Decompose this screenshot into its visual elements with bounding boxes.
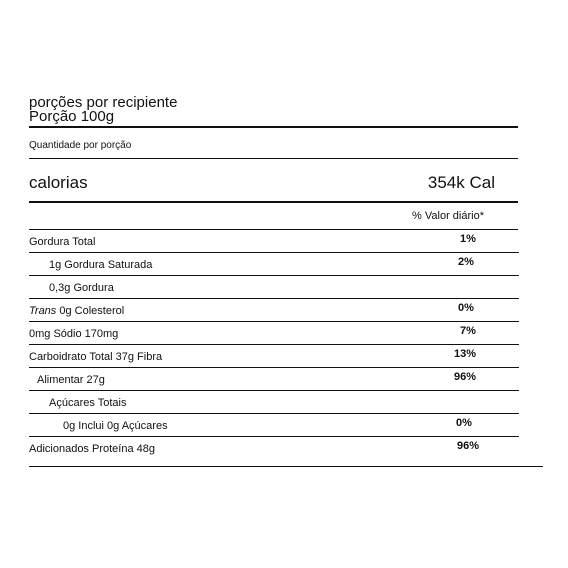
portion-size: Porção 100g: [29, 108, 115, 125]
calories-label: calorias: [29, 173, 88, 192]
nutrient-percent: 7%: [460, 325, 476, 337]
nutrition-label: [29, 96, 519, 459]
nutrient-percent: 13%: [454, 348, 477, 360]
nutrient-name: Carboidrato Total 37g Fibra: [29, 351, 163, 363]
servings-per-container: porções por recipiente: [29, 94, 178, 111]
nutrient-percent: 2%: [458, 256, 474, 268]
nutrient-row: [29, 368, 519, 391]
nutrient-percent: 0%: [458, 302, 474, 314]
nutrient-name: Alimentar 27g: [37, 374, 105, 386]
nutrient-row: [29, 230, 519, 253]
nutrient-row: [29, 276, 519, 299]
nutrient-percent: 1%: [460, 233, 476, 245]
nutrient-row: [29, 299, 519, 322]
nutrient-percent: 96%: [457, 440, 480, 452]
nutrient-name: 0mg Sódio 170mg: [29, 328, 119, 340]
nutrient-row: [29, 391, 519, 414]
divider-thick: [29, 126, 518, 128]
nutrient-name: 0,3g Gordura: [49, 282, 114, 294]
nutrient-row: [29, 437, 519, 459]
divider-bottom: [29, 466, 543, 467]
nutrient-name: [29, 300, 124, 322]
nutrient-name: Gordura Total: [29, 236, 96, 248]
divider: [29, 158, 518, 159]
nutrient-name: Açúcares Totais: [49, 397, 127, 409]
nutrient-row: [29, 414, 519, 437]
nutrient-name: Adicionados Proteína 48g: [29, 443, 155, 455]
nutrient-row: [29, 322, 519, 345]
calories-row: [29, 173, 519, 197]
nutrient-row: [29, 345, 519, 368]
nutrient-percent: 0%: [456, 417, 472, 429]
nutrient-name: 0g Inclui 0g Açúcares: [63, 420, 168, 432]
quantity-per-portion-label: Quantidade por porção: [29, 140, 132, 151]
calories-value: 354k Cal: [427, 173, 495, 192]
nutrient-name-rest: 0g Colesterol: [56, 305, 125, 317]
nutrient-name: 1g Gordura Saturada: [49, 259, 153, 271]
daily-value-header: % Valor diário*: [412, 210, 484, 222]
trans-italic: Trans: [29, 305, 57, 317]
nutrient-row: [29, 253, 519, 276]
nutrient-percent: 96%: [454, 371, 477, 383]
